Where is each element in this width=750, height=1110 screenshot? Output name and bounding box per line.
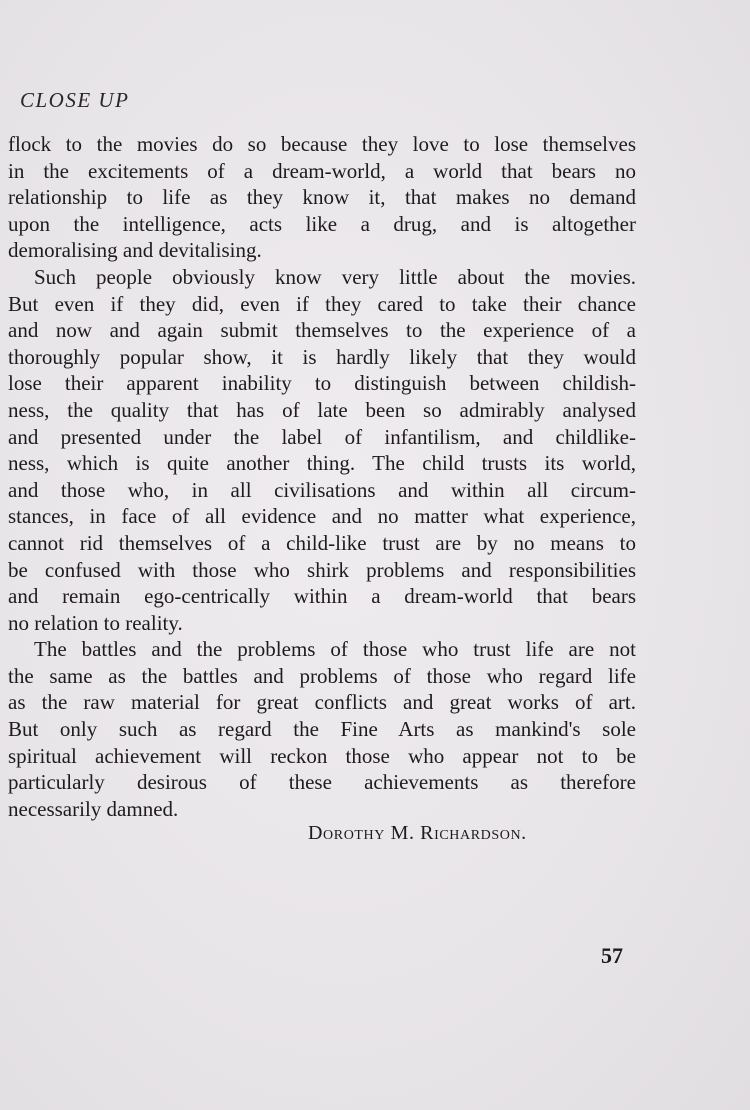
text-line: and now and again submit themselves to the experience of a — [8, 318, 636, 343]
text-line: thoroughly popular show, it is hardly likely that they would — [8, 344, 636, 369]
text-line: flock to the movies do so because they love to lose themselves — [8, 132, 636, 156]
text-line: necessarily damned. — [8, 796, 179, 821]
text-line: The battles and the problems of those who trust life are not — [34, 637, 636, 662]
text-line: as the raw material for great conflicts and great works of art. — [8, 690, 636, 715]
text-line: and remain ego-centrically within a dream-world that bears — [8, 584, 636, 609]
text-line: But only such as regard the Fine Arts as mankind's sole — [8, 717, 636, 742]
text-line: no relation to reality. — [8, 610, 183, 635]
text-line: and presented under the label of infantilism, and childlike- — [8, 424, 636, 449]
text-line: cannot rid themselves of a child-like trust are by no means to — [8, 530, 636, 555]
text-line: lose their apparent inability to distinguish between childish- — [8, 371, 636, 396]
page-number: 57 — [601, 943, 623, 968]
text-line: particularly desirous of these achievements as therefore — [8, 770, 636, 795]
text-line: the same as the battles and problems of those who regard life — [8, 663, 636, 688]
text-line: But even if they did, even if they cared to take their chance — [8, 291, 636, 316]
text-line: relationship to life as they know it, that makes no demand — [8, 185, 636, 210]
text-line: demoralising and devitalising. — [8, 238, 262, 263]
author-signature: Dorothy M. Richardson. — [308, 822, 527, 844]
text-line: ness, the quality that has of late been so admirably analysed — [8, 397, 636, 422]
text-line: in the excitements of a dream-world, a world that bears no — [8, 158, 636, 183]
text-line: spiritual achievement will reckon those who appear not to be — [8, 743, 636, 768]
text-line: stances, in face of all evidence and no matter what experience, — [8, 504, 636, 529]
running-head: CLOSE UP — [20, 88, 130, 112]
text-line: ness, which is quite another thing. The child trusts its world, — [8, 451, 636, 476]
body-text — [8, 131, 636, 822]
text-line: upon the intelligence, acts like a drug, and is altogether — [8, 211, 636, 236]
text-line: be confused with those who shirk problems and responsibilities — [8, 557, 636, 582]
text-line: and those who, in all civilisations and within all circum- — [8, 477, 636, 502]
text-line: Such people obviously know very little about the movies. — [34, 264, 636, 289]
